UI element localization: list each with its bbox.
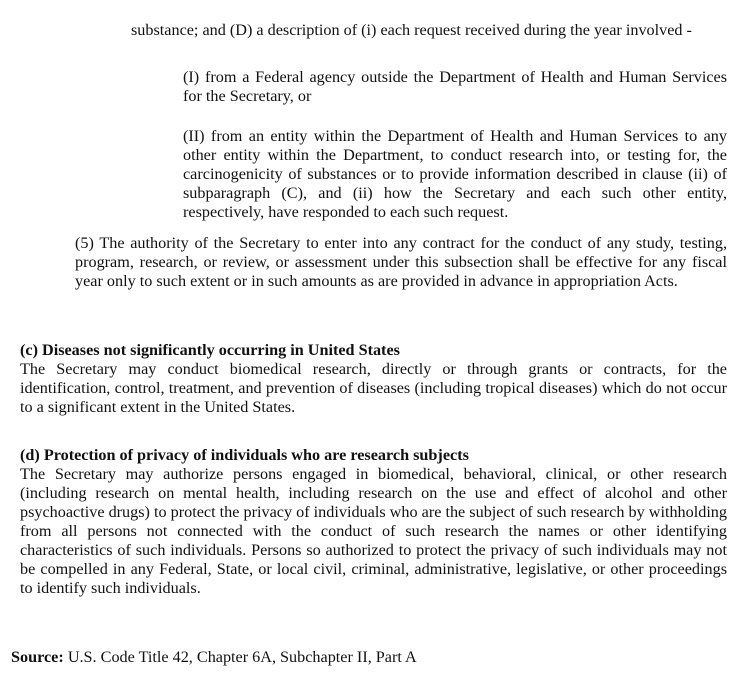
clause-II: (II) from an entity within the Department of Health and Human Services to any other entity within the Department, to conduct research into, or testing for, the carcinogenicity of substances or to provide information described in clause (ii) of subparagraph (C), and (ii) how the Secretary and each such other entity, respectively, have responded to each such request. bbox=[183, 127, 727, 221]
section-d-heading: (d) Protection of privacy of individuals who are research subjects bbox=[20, 446, 469, 464]
section-c bbox=[20, 341, 727, 417]
continuation-paragraph: substance; and (D) a description of (i) each request received during the year involved - bbox=[131, 21, 692, 39]
section-d bbox=[20, 446, 727, 598]
clause-I: (I) from a Federal agency outside the Department of Health and Human Services for the Secretary, or bbox=[183, 68, 727, 105]
section-c-heading: (c) Diseases not significantly occurring in United States bbox=[20, 341, 400, 359]
section-d-body: The Secretary may authorize persons engaged in biomedical, behavioral, clinical, or other research (including research on mental health, including research on the use and effect of alcohol and other psychoactive drugs) to protect the privacy of individuals who are the subject of such research by withholding from all persons not connected with the conduct of such research the names or other identifying characteristics of such individuals. Persons so authorized to protect the privacy of such individuals may not be compelled in any Federal, State, or local civil, criminal, administrative, legislative, or other proceedings to identify such individuals. bbox=[20, 465, 727, 597]
paragraph-5: (5) The authority of the Secretary to enter into any contract for the conduct of any study, testing, program, research, or review, or assessment under this subsection shall be effective for any fiscal year only to such extent or in such amounts as are provided in advance in appropriation Acts. bbox=[75, 234, 727, 290]
source-line bbox=[11, 648, 731, 667]
source-text: U.S. Code Title 42, Chapter 6A, Subchapter II, Part A bbox=[63, 648, 417, 666]
source-label: Source: bbox=[11, 648, 64, 666]
section-c-body: The Secretary may conduct biomedical research, directly or through grants or contracts, for the identification, control, treatment, and prevention of diseases (including tropical diseases) which do not occur to a significant extent in the United States. bbox=[20, 360, 727, 416]
